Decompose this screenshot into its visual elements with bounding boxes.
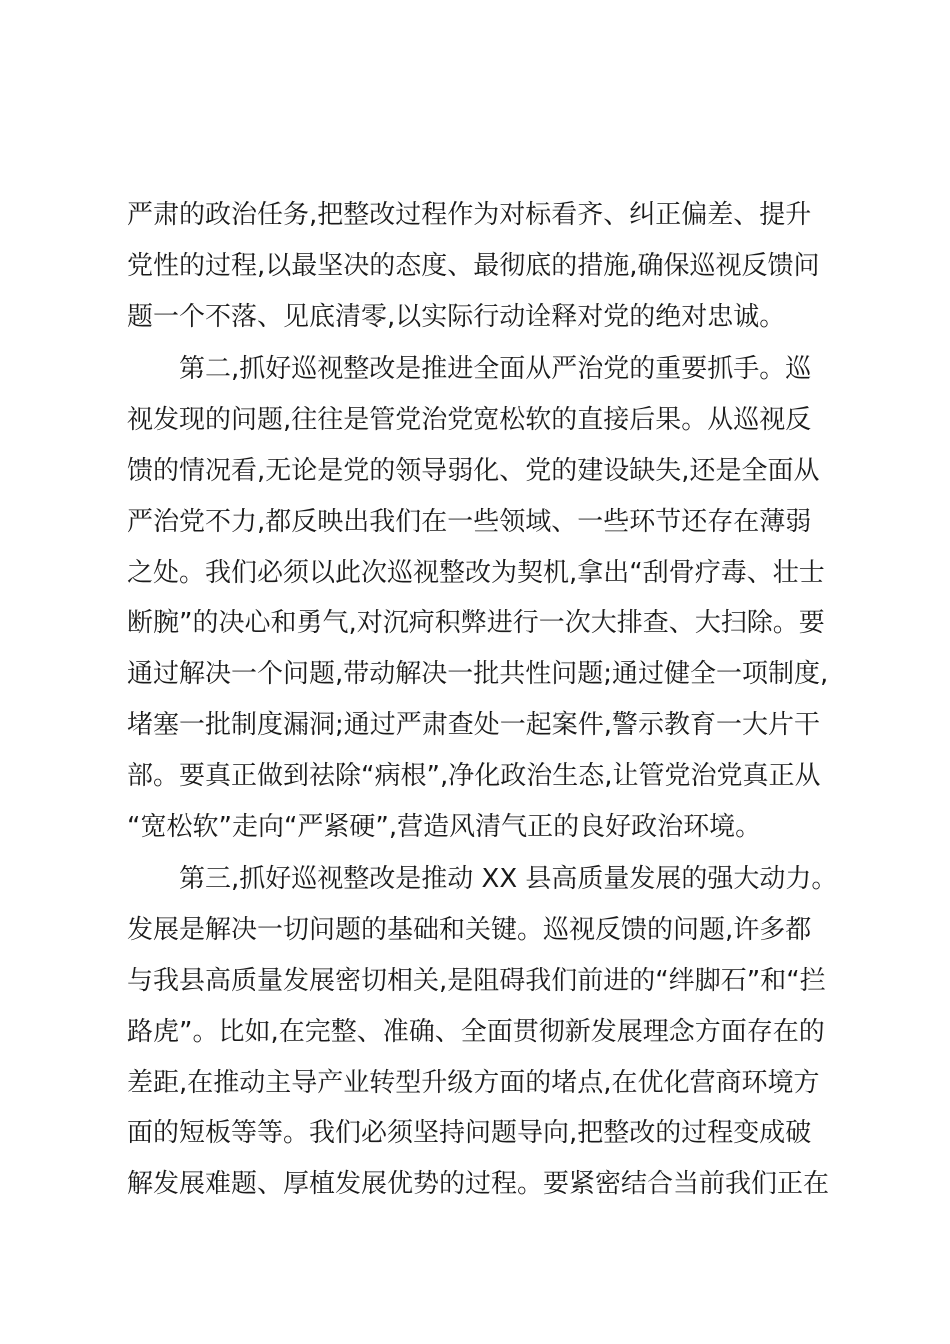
paragraph-line: 党性的过程,以最坚决的态度、最彻底的措施,确保巡视反馈问 [127,250,820,281]
paragraph-line: 与我县高质量发展密切相关,是阻碍我们前进的“绊脚石”和“拦 [127,965,826,996]
paragraph-line: 差距,在推动主导产业转型升级方面的堵点,在优化营商环境方 [127,1067,820,1098]
paragraph-line: 第三,抓好巡视整改是推动 XX 县高质量发展的强大动力。 [179,864,838,895]
paragraph-1 [127,190,827,342]
paragraph-line: 解发展难题、厚植发展优势的过程。要紧密结合当前我们正在 [127,1169,830,1200]
paragraph-line: 严治党不力,都反映出我们在一些领域、一些环节还存在薄弱 [127,506,812,537]
paragraph-line: 发展是解决一切问题的基础和关键。巡视反馈的问题,许多都 [127,915,812,946]
paragraph-line: 堵塞一批制度漏洞;通过严肃查处一起案件,警示教育一大片干 [127,709,821,740]
paragraph-line: 之处。我们必须以此次巡视整改为契机,拿出“刮骨疗毒、壮士 [127,557,825,588]
paragraph-3 [127,854,838,1210]
paragraph-line: 视发现的问题,往往是管党治党宽松软的直接后果。从巡视反 [127,405,812,436]
paragraph-line: 严肃的政治任务,把整改过程作为对标看齐、纠正偏差、提升 [127,200,812,230]
paragraph-line: 第二,抓好巡视整改是推进全面从严治党的重要抓手。巡 [179,354,812,385]
paragraph-line: “宽松软”走向“严紧硬”,营造风清气正的良好政治环境。 [127,811,762,842]
paragraph-line: 部。要真正做到祛除“病根”,净化政治生态,让管党治党真正从 [127,760,821,791]
paragraph-line: 面的短板等等。我们必须坚持问题导向,把整改的过程变成破 [127,1118,812,1149]
paragraph-line: 通过解决一个问题,带动解决一批共性问题;通过健全一项制度, [127,659,829,690]
paragraph-line: 路虎”。比如,在完整、准确、全面贯彻新发展理念方面存在的 [127,1016,825,1047]
paragraph-line: 断腕”的决心和勇气,对沉疴积弊进行一次大排查、大扫除。要 [127,608,825,639]
paragraph-line: 馈的情况看,无论是党的领导弱化、党的建设缺失,还是全面从 [127,455,820,486]
document-body [127,190,838,1210]
paragraph-2 [127,344,827,852]
paragraph-line: 题一个不落、见底清零,以实际行动诠释对党的绝对忠诚。 [127,301,786,332]
